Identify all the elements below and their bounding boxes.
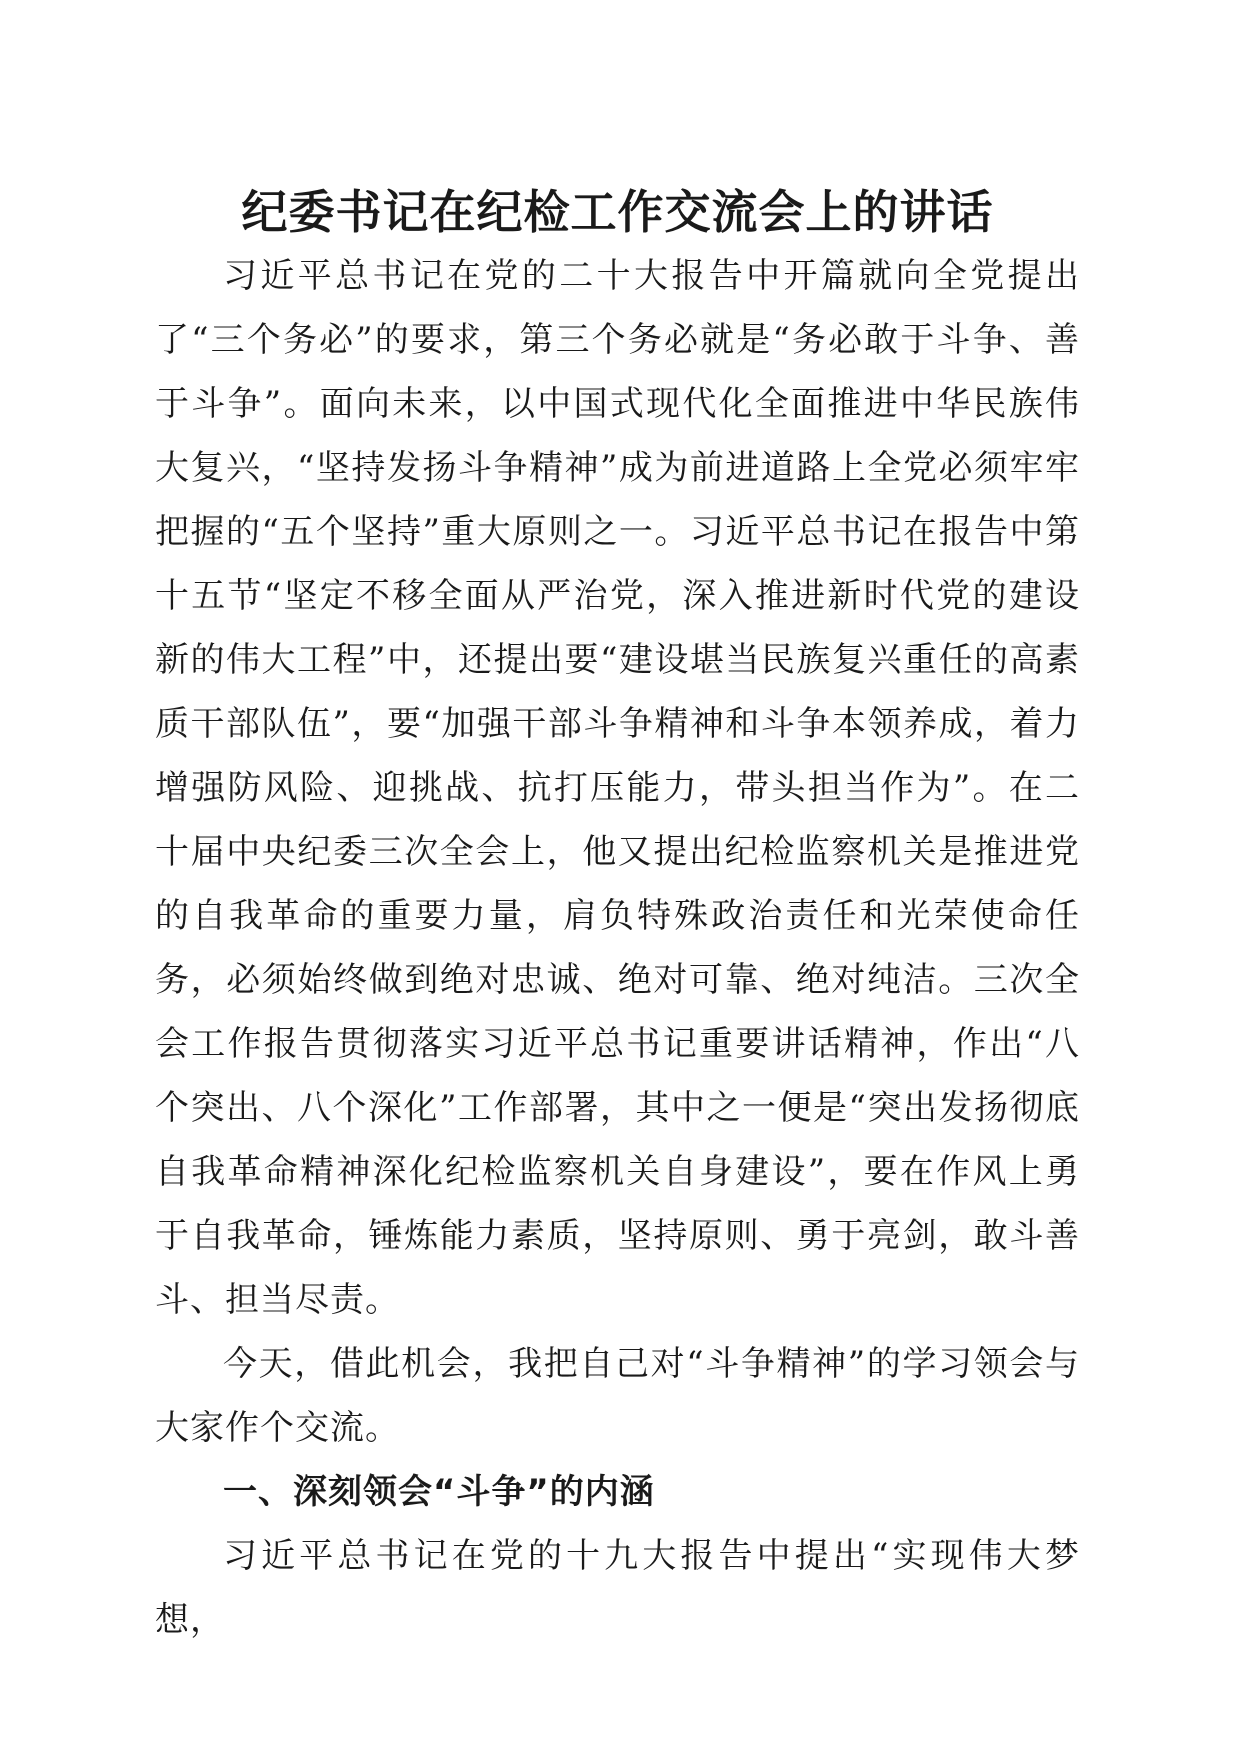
body-paragraph-1: 习近平总书记在党的二十大报告中开篇就向全党提出了“三个务必”的要求，第三个务必就是“务必敢于斗争、善于斗争”。面向未来，以中国式现代化全面推进中华民族伟大复兴，“坚持发扬斗争精神”成为前进道路上全党必须牢牢把握的“五个坚持”重大原则之一。习近平总书记在报告中第十五节“坚定不移全面从严治党，深入推进新时代党的建设新的伟大工程”中，还提出要“建设堪当民族复兴重任的高素质干部队伍”，要“加强干部斗争精神和斗争本领养成，着力增强防风险、迎挑战、抗打压能力，带头担当作为”。在二十届中央纪委三次全会上，他又提出纪检监察机关是推进党的自我革命的重要力量，肩负特殊政治责任和光荣使命任务，必须始终做到绝对忠诚、绝对可靠、绝对纯洁。三次全会工作报告贯彻落实习近平总书记重要讲话精神，作出“八个突出、八个深化”工作部署，其中之一便是“突出发扬彻底自我革命精神深化纪检监察机关自身建设”，要在作风上勇于自我革命，锤炼能力素质，坚持原则、勇于亮剑，敢斗善斗、担当尽责。 <box>155 256 1080 1320</box>
document-page <box>155 180 1080 1652</box>
section-paragraph: 习近平总书记在党的十九大报告中提出“实现伟大梦想， <box>155 1536 1080 1640</box>
body-paragraph-2: 今天，借此机会，我把自己对“斗争精神”的学习领会与大家作个交流。 <box>155 1344 1080 1448</box>
section-heading: 一、深刻领会“斗争”的内涵 <box>223 1472 655 1512</box>
document-title: 纪委书记在纪检工作交流会上的讲话 <box>241 185 994 239</box>
